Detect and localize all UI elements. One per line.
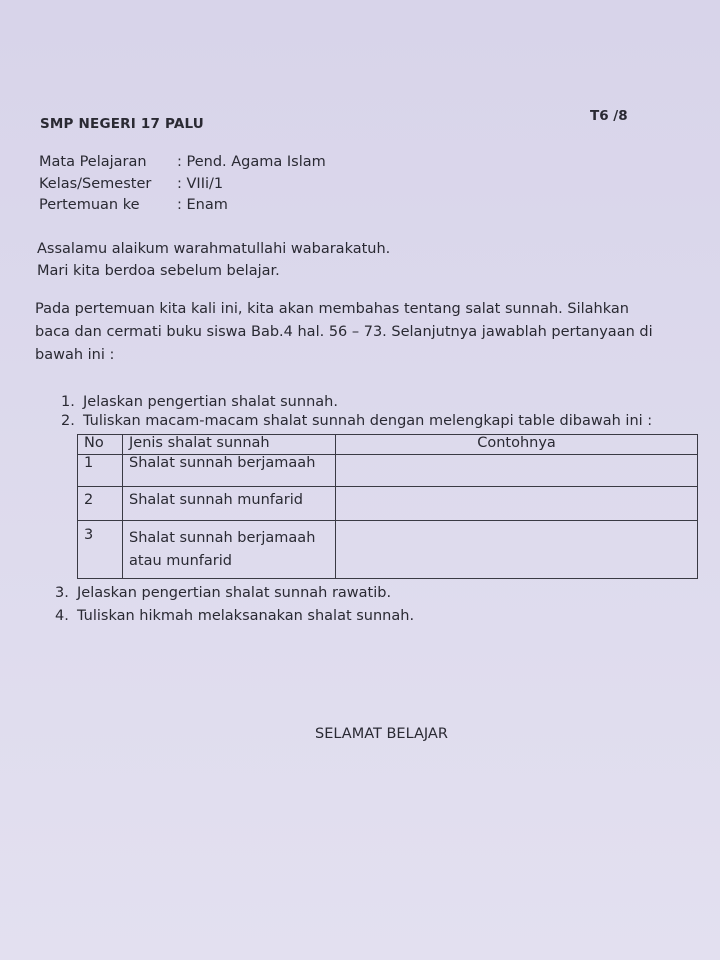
intro-line: bawah ini : [35, 347, 115, 363]
page-code: T6 /8 [590, 108, 628, 124]
cell-jenis-text: Shalat sunnah berjamaah [129, 530, 316, 546]
closing-text: SELAMAT BELAJAR [315, 726, 448, 742]
info-value: : Pend. Agama Islam [177, 154, 326, 170]
question-text: Tuliskan hikmah melaksanakan shalat sunnah. [77, 608, 415, 624]
table-row [78, 455, 698, 487]
question-number: 2. [61, 413, 75, 429]
intro-line: baca dan cermati buku siswa Bab.4 hal. 56 – 73. Selanjutnya jawablah pertanyaan di [35, 324, 653, 340]
cell-no: 1 [78, 455, 123, 487]
col-header-jenis: Jenis shalat sunnah [123, 435, 336, 455]
cell-no: 2 [78, 487, 123, 521]
cell-contoh [336, 455, 698, 487]
info-label: Pertemuan ke [39, 197, 140, 213]
cell-jenis-text: Shalat sunnah munfarid [129, 492, 303, 508]
school-name: SMP NEGERI 17 PALU [40, 116, 204, 132]
question-number: 1. [61, 394, 75, 410]
cell-contoh [336, 487, 698, 521]
question-number: 3. [55, 585, 69, 601]
intro-line: Pada pertemuan kita kali ini, kita akan membahas tentang salat sunnah. Silahkan [35, 301, 629, 317]
question-2 [61, 413, 652, 429]
question-text: Jelaskan pengertian shalat sunnah. [83, 394, 338, 410]
greeting [37, 238, 390, 282]
cell-jenis [123, 487, 336, 521]
cell-jenis-text: Shalat sunnah berjamaah [129, 455, 316, 471]
question-4 [55, 608, 414, 624]
info-label: Mata Pelajaran [39, 154, 147, 170]
question-text: Tuliskan macam-macam shalat sunnah dengan melengkapi table dibawah ini : [83, 413, 653, 429]
table-row [78, 521, 698, 579]
course-info [39, 152, 326, 217]
cell-contoh [336, 521, 698, 579]
question-text: Jelaskan pengertian shalat sunnah rawatib. [77, 585, 392, 601]
info-label: Kelas/Semester [39, 175, 152, 192]
info-value: : VIIi/1 [177, 175, 224, 192]
question-number: 4. [55, 608, 69, 624]
info-row-class [39, 174, 326, 196]
cell-jenis [123, 455, 336, 487]
col-header-no: No [78, 435, 123, 455]
table-row [78, 487, 698, 521]
question-3 [55, 585, 391, 601]
question-1 [61, 394, 338, 410]
cell-jenis [123, 521, 336, 579]
col-header-contoh: Contohnya [336, 435, 698, 455]
table-header-row [78, 435, 698, 455]
info-value: : Enam [177, 197, 228, 213]
cell-no: 3 [78, 521, 123, 579]
info-row-subject [39, 152, 326, 174]
info-row-meeting [39, 195, 326, 217]
cell-jenis-text-2: atau munfarid [129, 553, 232, 569]
greeting-line: Mari kita berdoa sebelum belajar. [37, 263, 280, 279]
greeting-line: Assalamu alaikum warahmatullahi wabarakatuh. [37, 241, 391, 257]
prayer-table [77, 434, 698, 579]
intro-paragraph [35, 298, 675, 367]
